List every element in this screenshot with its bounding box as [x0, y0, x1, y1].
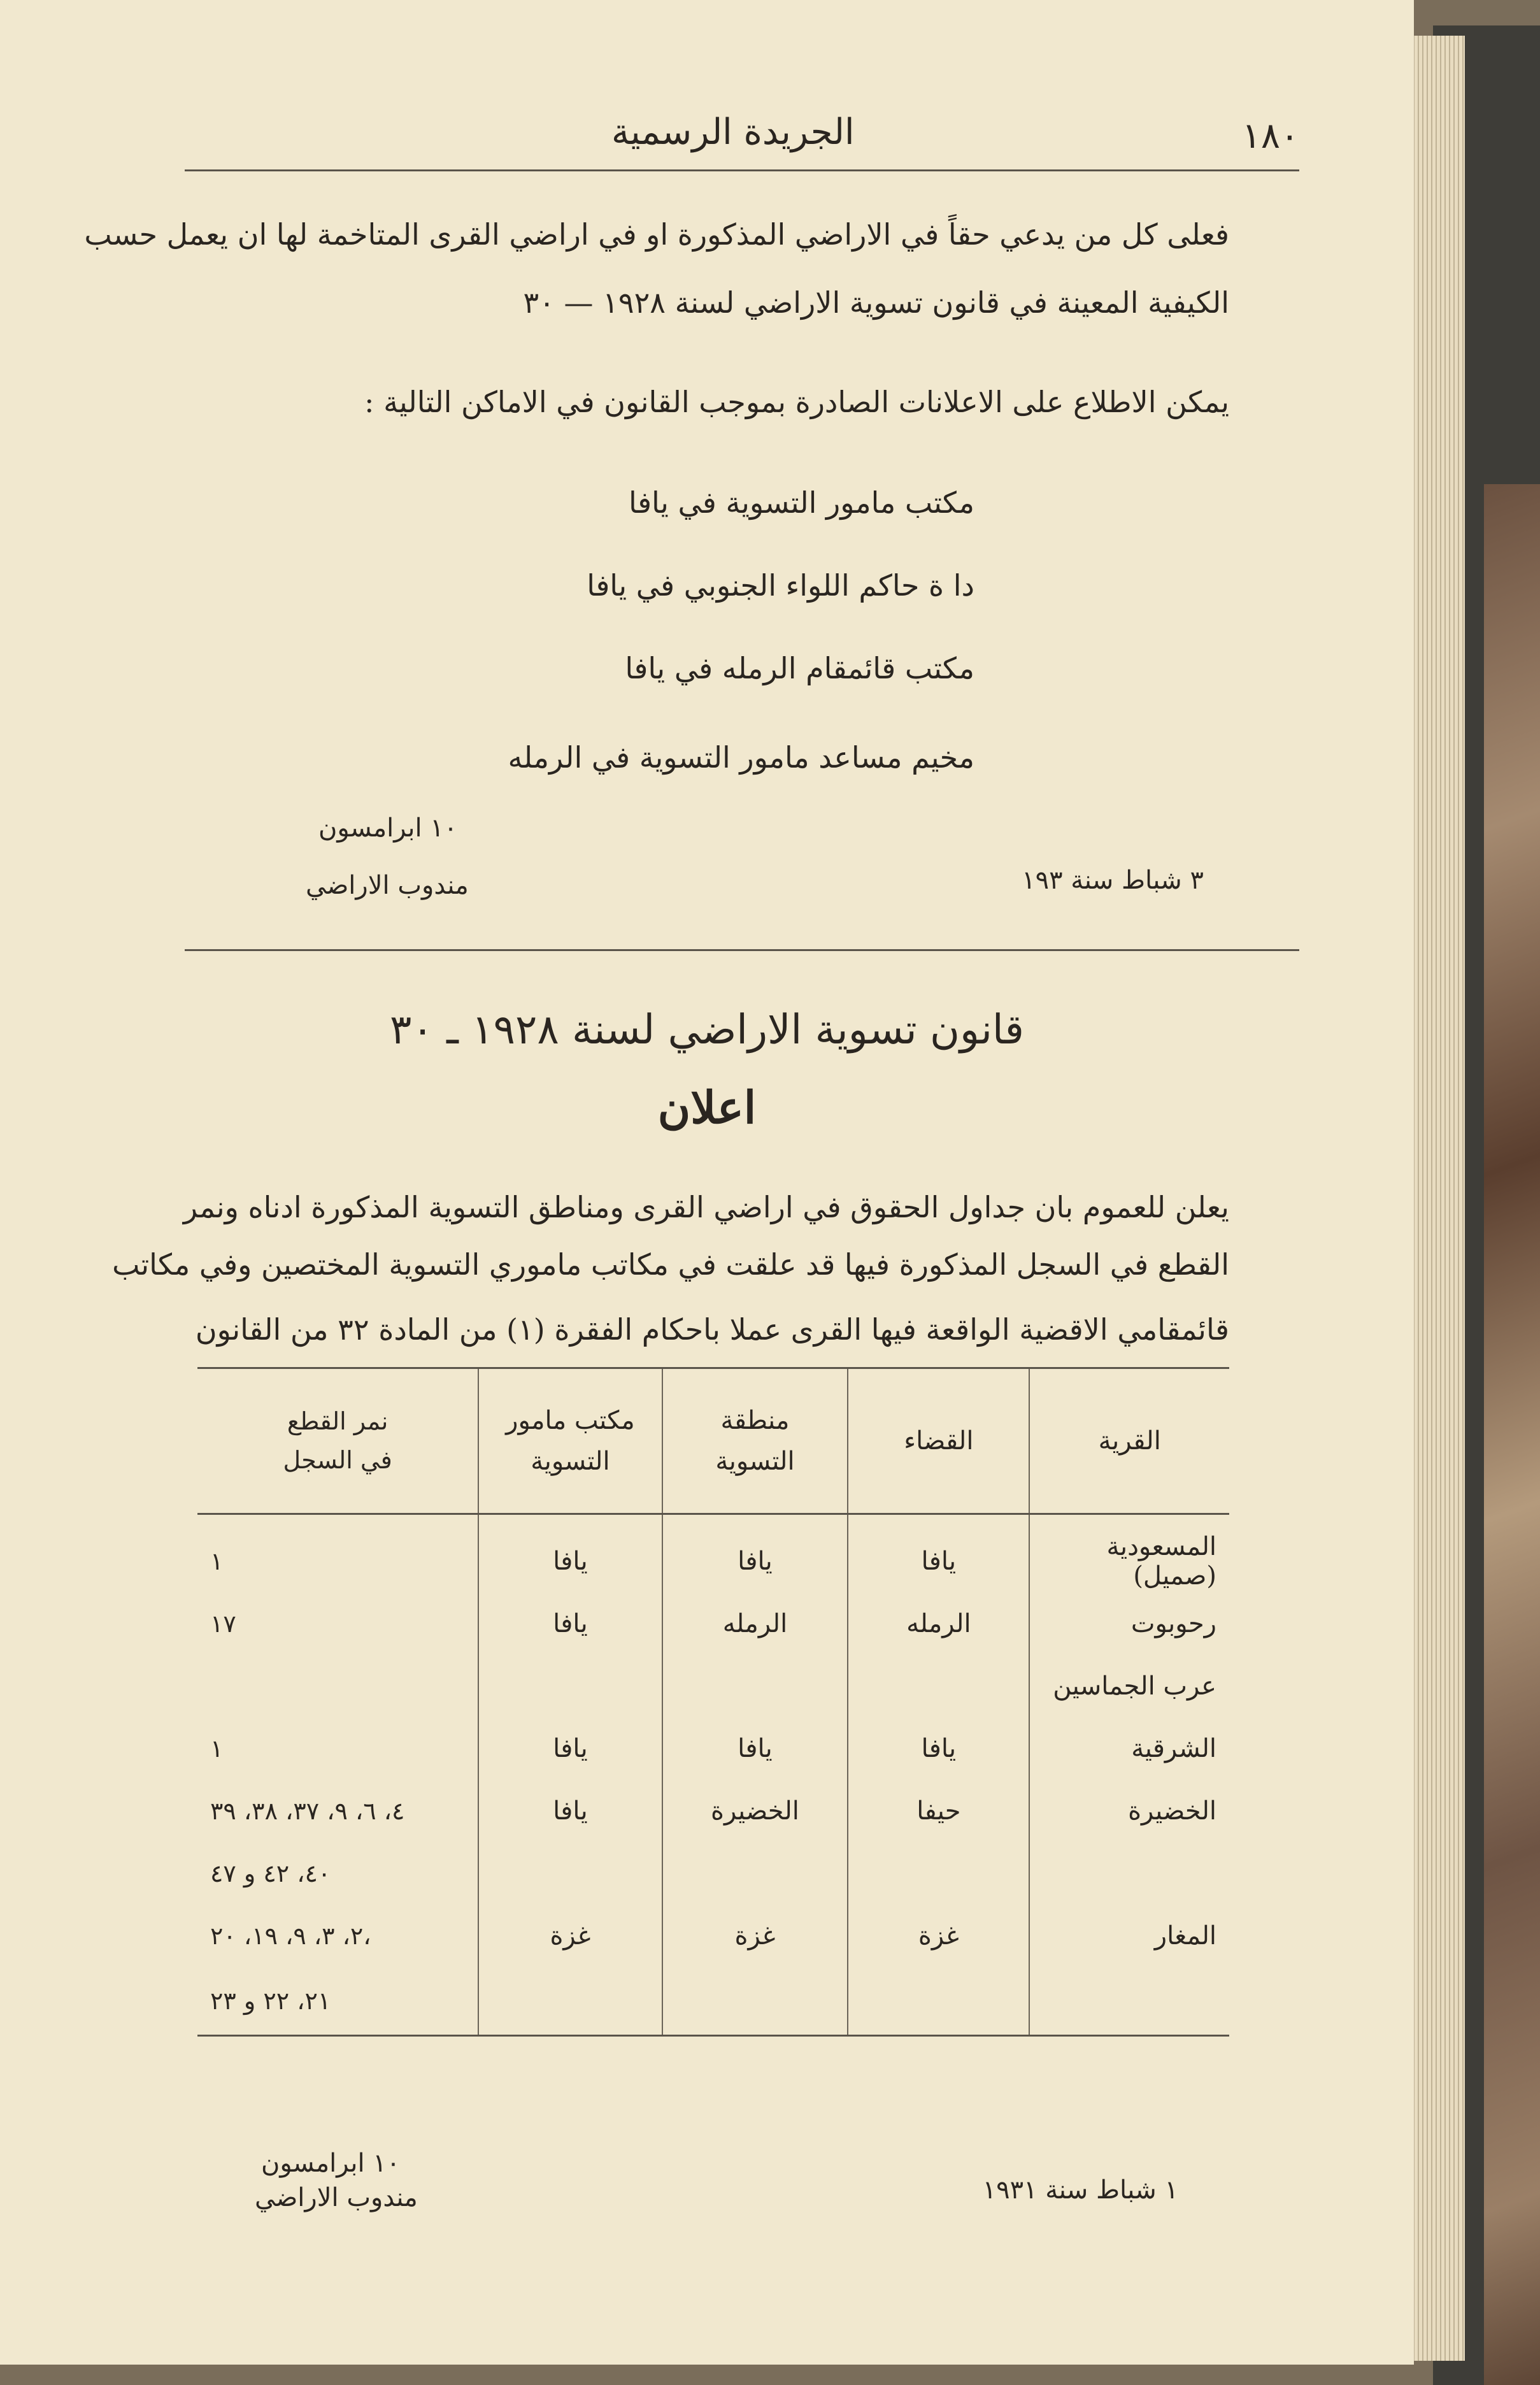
notice1-paragraph-line-2: الكيفية المعينة في قانون تسوية الاراضي لسنة ١٩٢٨ — ٣٠ [523, 285, 1229, 320]
cell-office: يافا [478, 1717, 662, 1780]
notice2-signatory-title: مندوب الاراضي [255, 2183, 418, 2212]
table-row [197, 1780, 1229, 1842]
cell-office [478, 1655, 662, 1717]
table-row [197, 1842, 1229, 1905]
notice-heading: اعلان [657, 1081, 757, 1134]
notice1-signatory: ١٠ ابرامسون [318, 813, 458, 843]
cell-district: الرمله [848, 1593, 1029, 1655]
cell-village: الشرقية [1029, 1717, 1229, 1780]
notice1-places-intro: يمكن الاطلاع على الاعلانات الصادرة بموجب القانون في الاماكن التالية : [364, 385, 1229, 419]
cell-village: المغار [1029, 1905, 1229, 1967]
notice1-place-4: مخيم مساعد مامور التسوية في الرمله [508, 740, 974, 775]
cell-parcels: ٤٠، ٤٢ و ٤٧ [210, 1859, 331, 1887]
cell-parcels: ١ [210, 1735, 224, 1763]
cell-area: يافا [662, 1530, 848, 1593]
cell-village [1029, 1967, 1229, 2036]
notice2-paragraph-line-1: يعلن للعموم بان جداول الحقوق في اراضي القرى ومناطق التسوية المذكورة ادناه ونمر [183, 1190, 1229, 1224]
notice2-paragraph-line-3: قائمقامي الاقضية الواقعة فيها القرى عملا باحكام الفقرة (١) من المادة ٣٢ من القانون [195, 1312, 1229, 1347]
table-header-row [197, 1368, 1229, 1514]
cell-area [662, 1842, 848, 1905]
cell-village [1029, 1842, 1229, 1905]
cell-district [848, 1967, 1029, 2036]
settlement-table [197, 1367, 1229, 2037]
table-row [197, 1967, 1229, 2036]
page-number: ١٨٠ [1241, 115, 1299, 157]
cell-parcels [197, 1655, 478, 1717]
cell-office: يافا [478, 1593, 662, 1655]
cell-village: عرب الجماسين [1029, 1655, 1229, 1717]
notice2-paragraph-line-2: القطع في السجل المذكورة فيها قد علقت في مكاتب ماموري التسوية المختصين وفي مكاتب [112, 1247, 1229, 1282]
section-divider [185, 949, 1299, 951]
table-row [197, 1593, 1229, 1655]
cell-village: رحوبوت [1029, 1593, 1229, 1655]
header-village: القرية [1029, 1368, 1229, 1514]
notice1-signatory-title: مندوب الاراضي [306, 871, 469, 900]
cell-parcels: ٢، ٣، ٩، ١٩، ٢٠، [210, 1922, 371, 1950]
header-rule [185, 169, 1299, 171]
table-row [197, 1905, 1229, 1967]
header-parcel-numbers: نمر القطع في السجل [197, 1368, 478, 1514]
cell-area [662, 1967, 848, 2036]
notice1-place-2: دا ة حاكم اللواء الجنوبي في يافا [587, 568, 974, 603]
cell-parcels: ١٧ [210, 1610, 236, 1638]
cell-village: المسعودية (صميل) [1029, 1530, 1229, 1593]
table-row [197, 1530, 1229, 1593]
journal-title: الجريدة الرسمية [611, 111, 855, 153]
cell-district: غزة [848, 1905, 1029, 1967]
cell-district: حيفا [848, 1780, 1029, 1842]
cell-parcels: ٤، ٦، ٩، ٣٧، ٣٨، ٣٩ [210, 1797, 405, 1825]
header-settlement-office: مكتب مامور التسوية [478, 1368, 662, 1514]
notice1-place-1: مكتب مامور التسوية في يافا [629, 485, 974, 520]
cell-office [478, 1967, 662, 2036]
notice1-place-3: مكتب قائمقام الرمله في يافا [625, 651, 974, 685]
cell-area: الخضيرة [662, 1780, 848, 1842]
cell-area: يافا [662, 1717, 848, 1780]
cell-area [662, 1655, 848, 1717]
notice2-signatory: ١٠ ابرامسون [261, 2149, 401, 2178]
table-row [197, 1655, 1229, 1717]
notice1-date: ٣ شباط سنة ١٩٣ [1022, 866, 1204, 895]
cell-district: يافا [848, 1530, 1029, 1593]
cell-area: غزة [662, 1905, 848, 1967]
cell-parcels: ٢١، ٢٢ و ٢٣ [197, 1967, 478, 2036]
table-row [197, 1717, 1229, 1780]
table-spacer [197, 1514, 1229, 1531]
cell-office: يافا [478, 1780, 662, 1842]
cell-district: يافا [848, 1717, 1029, 1780]
cell-area: الرمله [662, 1593, 848, 1655]
cell-parcels: ١ [210, 1547, 224, 1575]
law-title: قانون تسوية الاراضي لسنة ١٩٢٨ ـ ٣٠ [390, 1006, 1024, 1054]
cell-district [848, 1842, 1029, 1905]
cell-office [478, 1842, 662, 1905]
cell-office: يافا [478, 1530, 662, 1593]
header-district: القضاء [848, 1368, 1029, 1514]
notice2-date: ١ شباط سنة ١٩٣١ [982, 2175, 1178, 2205]
marbled-cover-edge [1484, 484, 1540, 2385]
header-settlement-area: منطقة التسوية [662, 1368, 848, 1514]
cell-office: غزة [478, 1905, 662, 1967]
cell-village: الخضيرة [1029, 1780, 1229, 1842]
notice1-paragraph-line-1: فعلى كل من يدعي حقاً في الاراضي المذكورة او في اراضي القرى المتاخمة لها ان يعمل حسب [84, 217, 1229, 252]
cell-district [848, 1655, 1029, 1717]
